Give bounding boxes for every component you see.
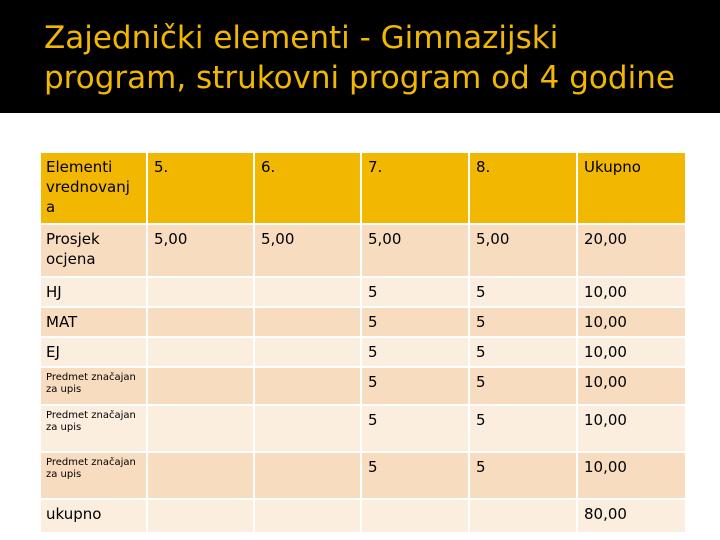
table-cell: 5: [361, 307, 469, 337]
table-cell: [254, 499, 361, 533]
table-cell: HJ: [40, 277, 147, 307]
table-row: [40, 405, 686, 452]
table-cell: 10,00: [577, 452, 686, 499]
table-cell: 5,00: [361, 224, 469, 277]
table-cell: 5,00: [147, 224, 254, 277]
header-cell: 6.: [254, 152, 361, 224]
table-cell: 5: [361, 367, 469, 405]
table-cell: 10,00: [577, 337, 686, 367]
grades-table: [39, 151, 687, 534]
table-cell: 10,00: [577, 405, 686, 452]
table-cell: [254, 405, 361, 452]
table-cell: [254, 337, 361, 367]
table-cell: EJ: [40, 337, 147, 367]
table-cell: 5: [469, 307, 577, 337]
table-cell: 5,00: [254, 224, 361, 277]
table-cell: Predmet značajan za upis: [40, 405, 147, 452]
table-cell: 10,00: [577, 367, 686, 405]
header-cell: Elementi vrednovanj a: [40, 152, 147, 224]
table-cell: [469, 499, 577, 533]
table-cell: [147, 307, 254, 337]
table-header-row: [40, 152, 686, 224]
header-cell: 5.: [147, 152, 254, 224]
slide-title-line-1: Zajednički elementi - Gimnazijski: [44, 20, 559, 56]
table-cell: Prosjek ocjena: [40, 224, 147, 277]
slide-title-line-2: program, strukovni program od 4 godine: [44, 60, 675, 96]
header-cell: 7.: [361, 152, 469, 224]
table-row: [40, 277, 686, 307]
table-row: [40, 307, 686, 337]
table-cell: 5: [469, 337, 577, 367]
table-cell: 5: [361, 277, 469, 307]
table-cell: [147, 367, 254, 405]
table-cell: 10,00: [577, 277, 686, 307]
header-cell: Ukupno: [577, 152, 686, 224]
table-cell: 5: [361, 452, 469, 499]
table-cell: [147, 277, 254, 307]
table-cell: [147, 499, 254, 533]
table-cell: 5: [469, 452, 577, 499]
table-row: [40, 452, 686, 499]
table-cell: 5: [469, 367, 577, 405]
table-cell: [254, 307, 361, 337]
table-cell: [147, 405, 254, 452]
table-cell: 5: [469, 277, 577, 307]
table-cell: [254, 452, 361, 499]
table-cell: [147, 452, 254, 499]
table-cell: [147, 337, 254, 367]
table-cell: 80,00: [577, 499, 686, 533]
table-cell: 5,00: [469, 224, 577, 277]
header-cell: 8.: [469, 152, 577, 224]
table-row: [40, 224, 686, 277]
table-cell: 5: [361, 405, 469, 452]
table-cell: ukupno: [40, 499, 147, 533]
table-cell: MAT: [40, 307, 147, 337]
table-cell: 5: [469, 405, 577, 452]
table-row: [40, 337, 686, 367]
table-cell: Predmet značajan za upis: [40, 452, 147, 499]
table-cell: [361, 499, 469, 533]
table-row: [40, 367, 686, 405]
table-cell: [254, 277, 361, 307]
table-row: [40, 499, 686, 533]
slide-title: [44, 18, 704, 98]
table-cell: 5: [361, 337, 469, 367]
table-cell: 10,00: [577, 307, 686, 337]
table-cell: 20,00: [577, 224, 686, 277]
table-cell: [254, 367, 361, 405]
table-cell: Predmet značajan za upis: [40, 367, 147, 405]
